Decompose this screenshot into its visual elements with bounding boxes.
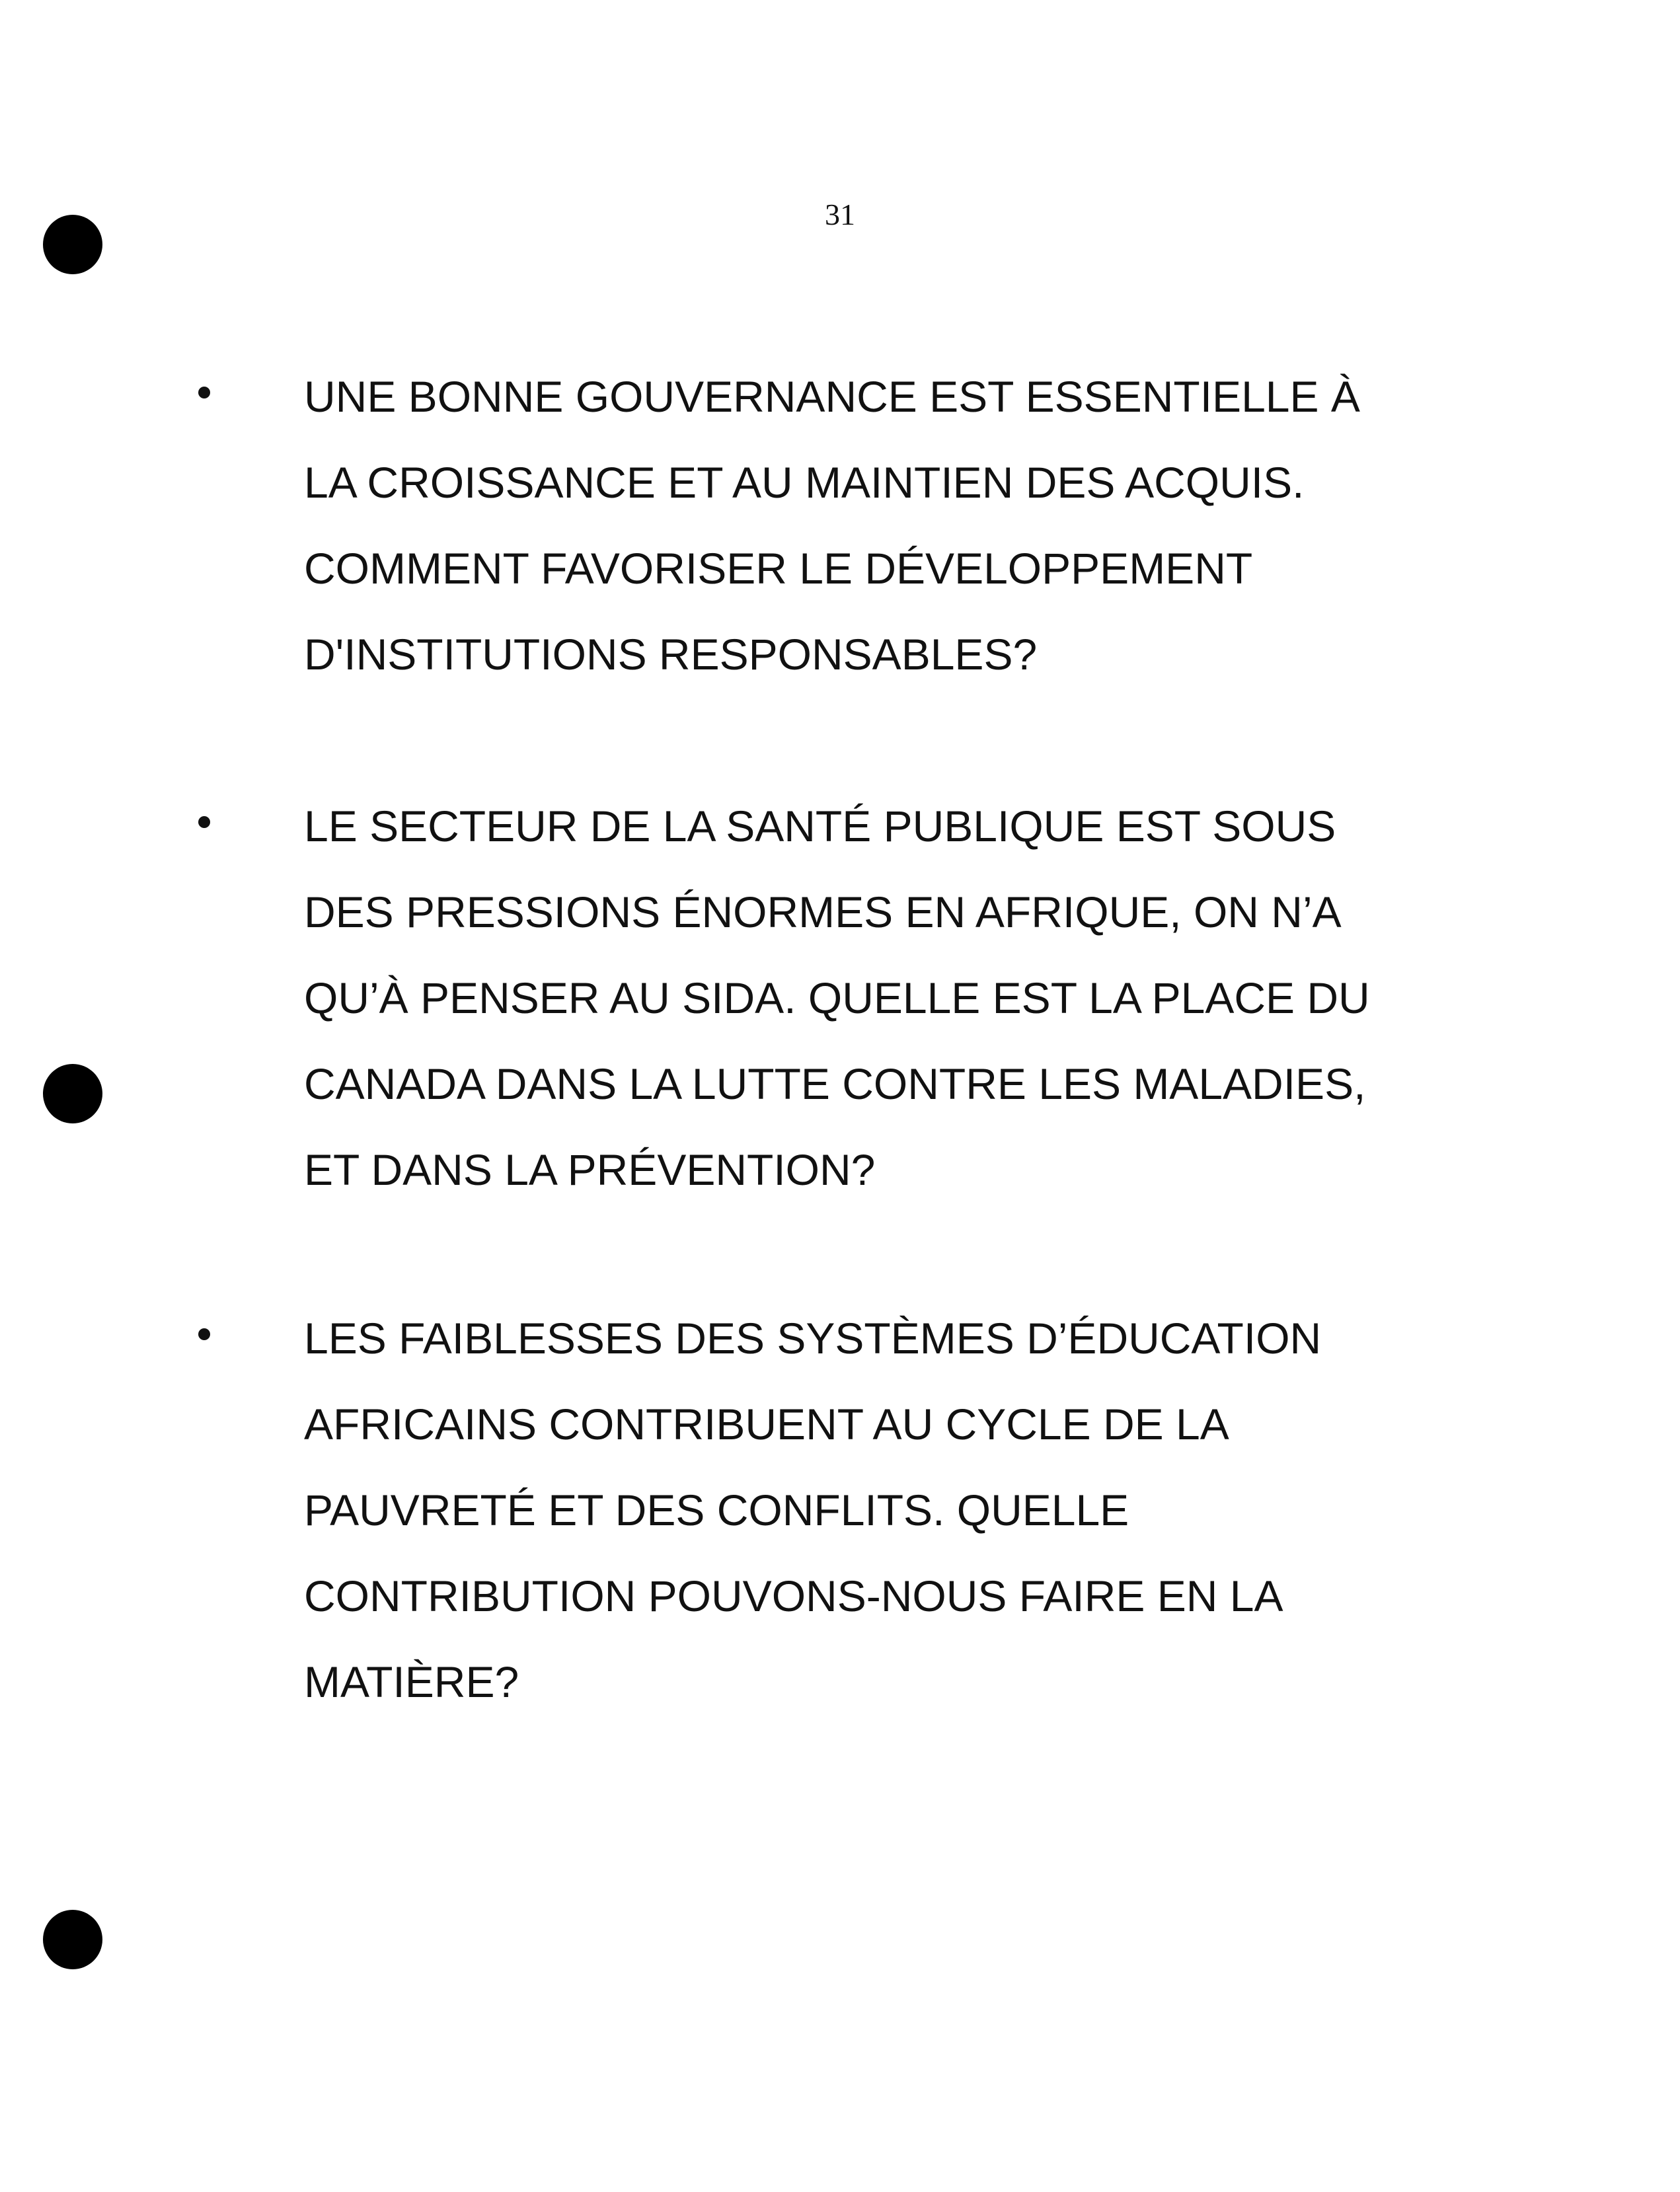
punch-hole-middle xyxy=(43,1064,102,1123)
bullet-dot-icon xyxy=(198,1328,210,1340)
page-number: 31 xyxy=(825,198,855,231)
bullet-text: UNE BONNE GOUVERNANCE EST ESSENTIELLE À LA CROISSANCE ET AU MAINTIEN DES ACQUIS. COMMENT FAVORISER LE DÉVELOPPEMENT D'INSTITUTIONS RESPONSABLES? xyxy=(304,372,1360,679)
punch-hole-top xyxy=(43,215,102,274)
bullet-text: LE SECTEUR DE LA SANTÉ PUBLIQUE EST SOUS DES PRESSIONS ÉNORMES EN AFRIQUE, ON N’A QU’À PENSER AU SIDA. QUELLE EST LA PLACE DU CANADA DANS LA LUTTE CONTRE LES MALADIES, ET DANS LA PRÉVENTION? xyxy=(304,802,1370,1194)
bullet-text: LES FAIBLESSES DES SYSTÈMES D’ÉDUCATION AFRICAINS CONTRIBUENT AU CYCLE DE LA PAUVRETÉ ET DES CONFLITS. QUELLE CONTRIBUTION POUVONS-NOUS FAIRE EN LA MATIÈRE? xyxy=(304,1314,1322,1706)
punch-hole-bottom xyxy=(43,1910,102,1969)
bullet-dot-icon xyxy=(198,816,210,828)
bullet-dot-icon xyxy=(198,387,210,398)
